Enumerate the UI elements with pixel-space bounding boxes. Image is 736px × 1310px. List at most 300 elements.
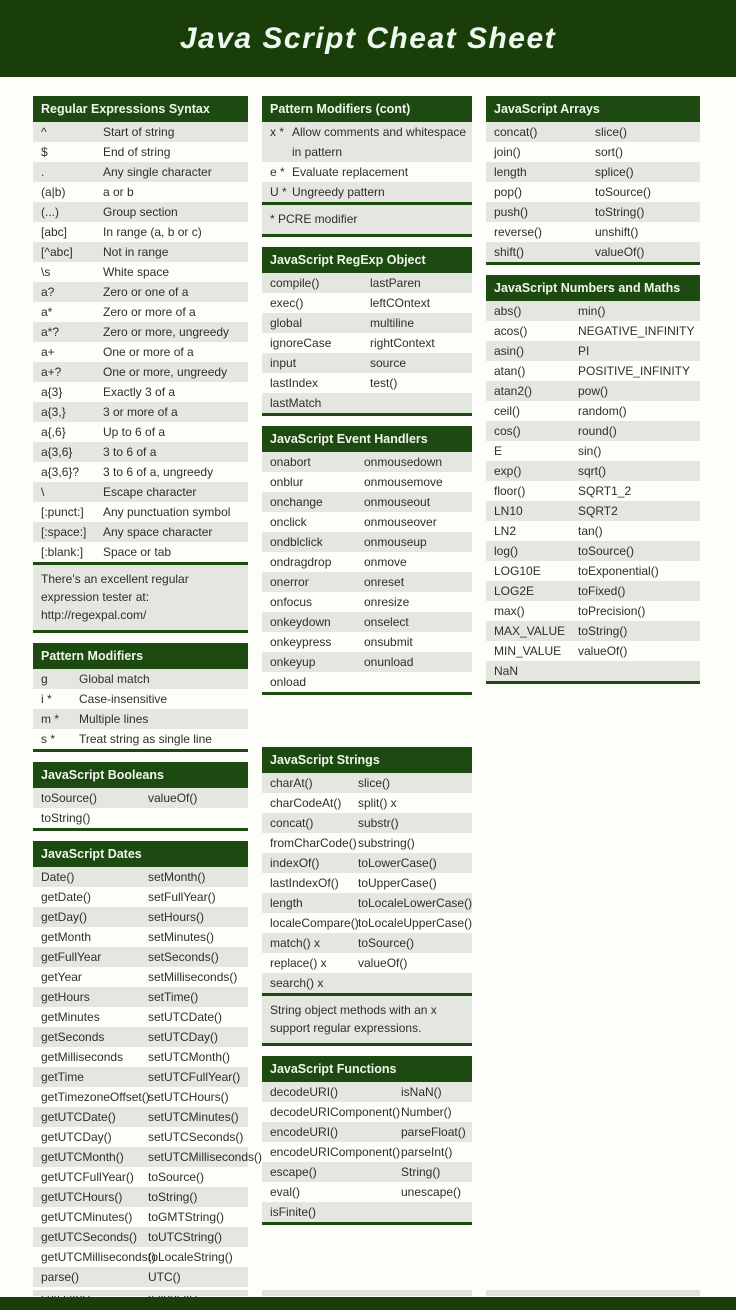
table-row — [262, 1202, 472, 1222]
section-numbers-maths — [486, 275, 700, 684]
table-row — [33, 162, 248, 182]
method-cell: SQRT2 — [578, 504, 618, 518]
syntax-description: Case-insensitive — [79, 692, 168, 706]
method-cell: min() — [578, 304, 606, 318]
syntax-description: Any single character — [103, 165, 212, 179]
method-cell: valueOf() — [578, 644, 628, 658]
method-cell: toGMTString() — [148, 1210, 225, 1224]
table-row — [486, 601, 700, 621]
method-cell: setUTCMinutes() — [148, 1110, 239, 1124]
syntax-description: Zero or one of a — [103, 285, 189, 299]
section-header: JavaScript RegExp Object — [262, 247, 472, 273]
method-cell: toString() — [578, 624, 628, 638]
table-row — [486, 341, 700, 361]
table-row — [33, 222, 248, 242]
method-cell: onsubmit — [364, 635, 413, 649]
table-row — [486, 421, 700, 441]
syntax-description: Zero or more of a — [103, 305, 196, 319]
syntax-description: Up to 6 of a — [103, 425, 166, 439]
method-cell: Number() — [401, 1105, 452, 1119]
method-cell: getUTCFullYear() — [41, 1170, 134, 1184]
syntax-key: a*? — [41, 325, 60, 339]
method-cell: onabort — [270, 455, 311, 469]
syntax-description: In range (a, b or c) — [103, 225, 202, 239]
table-row — [33, 182, 248, 202]
method-cell: length — [270, 896, 303, 910]
method-cell: eval() — [270, 1185, 301, 1199]
method-cell: length — [494, 165, 527, 179]
method-cell: push() — [494, 205, 529, 219]
method-cell: onresize — [364, 595, 410, 609]
method-cell: lastParen — [370, 276, 421, 290]
method-cell: ignoreCase — [270, 336, 332, 350]
table-row — [262, 672, 472, 692]
method-cell: compile() — [270, 276, 320, 290]
table-row — [486, 182, 700, 202]
cutoff-section-strip — [262, 1290, 472, 1296]
method-cell: getSeconds — [41, 1030, 105, 1044]
method-cell: LN2 — [494, 524, 517, 538]
method-cell: asin() — [494, 344, 525, 358]
method-cell: onerror — [270, 575, 309, 589]
table-row — [33, 1027, 248, 1047]
page-footer-bar — [0, 1297, 736, 1310]
method-cell: slice() — [358, 776, 390, 790]
method-cell: setUTCFullYear() — [148, 1070, 241, 1084]
method-cell: toSource() — [578, 544, 635, 558]
syntax-description: Start of string — [103, 125, 175, 139]
table-row — [33, 422, 248, 442]
table-row — [262, 512, 472, 532]
table-row — [262, 162, 472, 182]
method-cell: indexOf() — [270, 856, 320, 870]
method-cell: isFinite() — [270, 1205, 317, 1219]
table-row — [486, 401, 700, 421]
section-header: JavaScript Numbers and Maths — [486, 275, 700, 301]
method-cell: atan2() — [494, 384, 533, 398]
column-left — [33, 96, 263, 1310]
method-cell: valueOf() — [148, 791, 198, 805]
method-cell: getUTCSeconds() — [41, 1230, 138, 1244]
table-row — [33, 808, 248, 828]
method-cell: getUTCDate() — [41, 1110, 116, 1124]
method-cell: input — [270, 356, 297, 370]
method-cell: getTimezoneOffset() — [41, 1090, 150, 1104]
method-cell: ondragdrop — [270, 555, 332, 569]
method-cell: toLocaleLowerCase() — [358, 896, 473, 910]
method-cell: toSource() — [595, 185, 652, 199]
syntax-key: U * — [270, 185, 287, 199]
table-row — [262, 1102, 472, 1122]
syntax-description: 3 or more of a — [103, 405, 178, 419]
syntax-description: a or b — [103, 185, 134, 199]
method-cell: concat() — [270, 816, 314, 830]
method-cell: setMonth() — [148, 870, 206, 884]
table-row — [486, 301, 700, 321]
method-cell: abs() — [494, 304, 522, 318]
syntax-key: [:blank:] — [41, 545, 84, 559]
syntax-key: ^ — [41, 125, 47, 139]
syntax-description: Allow comments and whitespace in pattern — [292, 125, 467, 159]
method-cell: PI — [578, 344, 590, 358]
section-functions — [262, 1056, 472, 1225]
syntax-key: \ — [41, 485, 45, 499]
table-row — [262, 1122, 472, 1142]
cutoff-section-strip — [486, 1290, 700, 1296]
method-cell: splice() — [595, 165, 634, 179]
table-row — [486, 381, 700, 401]
section-header: Regular Expressions Syntax — [33, 96, 248, 122]
method-cell: setTime() — [148, 990, 199, 1004]
method-cell: pop() — [494, 185, 523, 199]
section-note: * PCRE modifier — [262, 202, 472, 234]
method-cell: onunload — [364, 655, 414, 669]
table-row — [33, 1147, 263, 1167]
method-cell: global — [270, 316, 303, 330]
table-row — [262, 313, 472, 333]
section-note: String object methods with an x support regular expressions. — [262, 993, 472, 1043]
table-row — [262, 773, 472, 793]
table-row — [33, 967, 248, 987]
table-row — [486, 441, 700, 461]
method-cell: setUTCSeconds() — [148, 1130, 244, 1144]
method-cell: String() — [401, 1165, 441, 1179]
syntax-description: Space or tab — [103, 545, 172, 559]
syntax-key: . — [41, 165, 45, 179]
table-row — [262, 1162, 472, 1182]
table-row — [33, 302, 248, 322]
method-cell: split() x — [358, 796, 397, 810]
table-row — [262, 632, 472, 652]
table-row — [262, 1142, 472, 1162]
table-row — [33, 1207, 248, 1227]
method-cell: getDay() — [41, 910, 88, 924]
method-cell: getYear — [41, 970, 82, 984]
table-row — [33, 1187, 248, 1207]
table-row — [33, 542, 248, 562]
table-row — [262, 893, 472, 913]
table-row — [33, 362, 248, 382]
syntax-description: Global match — [79, 672, 150, 686]
table-row — [486, 661, 700, 681]
table-row — [33, 709, 248, 729]
method-cell: acos() — [494, 324, 528, 338]
table-row — [262, 592, 472, 612]
method-cell: search() x — [270, 976, 324, 990]
method-cell: toUpperCase() — [358, 876, 437, 890]
method-cell: log() — [494, 544, 519, 558]
table-row — [33, 1267, 248, 1287]
method-cell: toPrecision() — [578, 604, 646, 618]
table-row — [486, 461, 700, 481]
syntax-key: i * — [41, 692, 52, 706]
method-cell: NaN — [494, 664, 519, 678]
syntax-key: a{,6} — [41, 425, 66, 439]
method-cell: parseInt() — [401, 1145, 453, 1159]
method-cell: getHours — [41, 990, 90, 1004]
syntax-description: 3 to 6 of a, ungreedy — [103, 465, 214, 479]
section-header: JavaScript Booleans — [33, 762, 248, 788]
method-cell: onblur — [270, 475, 304, 489]
table-row — [33, 322, 248, 342]
column-right — [486, 96, 700, 684]
method-cell: onkeyup — [270, 655, 316, 669]
method-cell: getFullYear — [41, 950, 102, 964]
section-dates — [33, 841, 263, 1310]
method-cell: getMinutes — [41, 1010, 100, 1024]
syntax-description: End of string — [103, 145, 171, 159]
method-cell: isNaN() — [401, 1085, 442, 1099]
method-cell: sort() — [595, 145, 623, 159]
section-header: JavaScript Functions — [262, 1056, 472, 1082]
table-row — [33, 1167, 248, 1187]
syntax-key: a{3,} — [41, 405, 66, 419]
method-cell: setSeconds() — [148, 950, 219, 964]
syntax-description: White space — [103, 265, 170, 279]
table-row — [33, 947, 248, 967]
syntax-description: Any punctuation symbol — [103, 505, 231, 519]
syntax-key: a* — [41, 305, 53, 319]
method-cell: charCodeAt() — [270, 796, 342, 810]
table-row — [486, 621, 700, 641]
table-row — [486, 521, 700, 541]
table-row — [33, 987, 248, 1007]
method-cell: toString() — [148, 1190, 198, 1204]
method-cell: decodeURIComponent() — [270, 1105, 401, 1119]
method-cell: leftCOntext — [370, 296, 431, 310]
method-cell: onmouseover — [364, 515, 437, 529]
method-cell: setMilliseconds() — [148, 970, 238, 984]
method-cell: substr() — [358, 816, 399, 830]
table-row — [486, 361, 700, 381]
method-cell: unescape() — [401, 1185, 462, 1199]
table-row — [262, 873, 472, 893]
syntax-description: Any space character — [103, 525, 213, 539]
section-header: JavaScript Event Handlers — [262, 426, 472, 452]
method-cell: getUTCMinutes() — [41, 1210, 133, 1224]
section-strings — [262, 747, 472, 1046]
syntax-key: (...) — [41, 205, 59, 219]
method-cell: sqrt() — [578, 464, 606, 478]
method-cell: onfocus — [270, 595, 313, 609]
method-cell: parseFloat() — [401, 1125, 466, 1139]
method-cell: parse() — [41, 1270, 80, 1284]
table-row — [33, 402, 248, 422]
table-row — [262, 353, 472, 373]
table-row — [486, 501, 700, 521]
syntax-description: Not in range — [103, 245, 169, 259]
syntax-key: a{3} — [41, 385, 63, 399]
table-row — [33, 342, 248, 362]
table-row — [486, 202, 700, 222]
table-row — [262, 273, 472, 293]
method-cell: match() x — [270, 936, 321, 950]
syntax-key: [:space:] — [41, 525, 87, 539]
table-row — [33, 1047, 248, 1067]
table-row — [486, 222, 700, 242]
syntax-key: [abc] — [41, 225, 68, 239]
table-row — [262, 492, 472, 512]
method-cell: getDate() — [41, 890, 92, 904]
method-cell: replace() x — [270, 956, 327, 970]
method-cell: substring() — [358, 836, 415, 850]
syntax-key: [:punct:] — [41, 505, 84, 519]
table-row — [262, 793, 472, 813]
table-row — [486, 581, 700, 601]
section-regex-syntax — [33, 96, 248, 633]
syntax-key: e * — [270, 165, 285, 179]
table-row — [33, 1087, 248, 1107]
method-cell: lastIndexOf() — [270, 876, 339, 890]
table-row — [262, 373, 472, 393]
table-row — [486, 162, 700, 182]
method-cell: setUTCDay() — [148, 1030, 219, 1044]
table-row — [33, 1127, 248, 1147]
method-cell: onmouseout — [364, 495, 431, 509]
syntax-description: Group section — [103, 205, 178, 219]
method-cell: onmouseup — [364, 535, 427, 549]
method-cell: encodeURIComponent() — [270, 1145, 401, 1159]
table-row — [33, 202, 248, 222]
table-row — [486, 541, 700, 561]
method-cell: random() — [578, 404, 627, 418]
table-row — [262, 1082, 472, 1102]
syntax-key: \s — [41, 265, 51, 279]
method-cell: pow() — [578, 384, 609, 398]
method-cell: source — [370, 356, 407, 370]
section-arrays — [486, 96, 700, 265]
syntax-key: a+ — [41, 345, 55, 359]
section-header: JavaScript Dates — [33, 841, 248, 867]
method-cell: charAt() — [270, 776, 313, 790]
table-row — [33, 142, 248, 162]
method-cell: onclick — [270, 515, 307, 529]
table-row — [33, 122, 248, 142]
method-cell: atan() — [494, 364, 526, 378]
method-cell: tan() — [578, 524, 603, 538]
method-cell: toExponential() — [578, 564, 659, 578]
syntax-description: One or more, ungreedy — [103, 365, 228, 379]
table-row — [262, 973, 472, 993]
table-row — [486, 321, 700, 341]
method-cell: onkeydown — [270, 615, 331, 629]
method-cell: SQRT1_2 — [578, 484, 632, 498]
table-row — [486, 142, 700, 162]
method-cell: onmove — [364, 555, 407, 569]
table-row — [486, 561, 700, 581]
syntax-key: a{3,6} — [41, 445, 73, 459]
method-cell: toString() — [595, 205, 645, 219]
method-cell: exp() — [494, 464, 522, 478]
method-cell: onmousemove — [364, 475, 443, 489]
table-row — [33, 689, 248, 709]
syntax-key: [^abc] — [41, 245, 73, 259]
section-pattern-modifiers-cont — [262, 96, 472, 237]
method-cell: lastIndex — [270, 376, 319, 390]
method-cell: slice() — [595, 125, 627, 139]
table-row — [262, 933, 472, 953]
table-row — [262, 612, 472, 632]
method-cell: E — [494, 444, 503, 458]
table-row — [262, 1182, 472, 1202]
method-cell: onload — [270, 675, 307, 689]
table-row — [33, 262, 248, 282]
method-cell: round() — [578, 424, 617, 438]
cheatsheet-content — [0, 77, 736, 1310]
method-cell: LN10 — [494, 504, 523, 518]
method-cell: getMilliseconds — [41, 1050, 124, 1064]
table-row — [33, 927, 248, 947]
method-cell: MIN_VALUE — [494, 644, 562, 658]
method-cell: toSource() — [148, 1170, 205, 1184]
method-cell: toLowerCase() — [358, 856, 437, 870]
method-cell: toSource() — [358, 936, 415, 950]
table-row — [33, 1107, 248, 1127]
table-row — [486, 242, 700, 262]
method-cell: lastMatch — [270, 396, 322, 410]
method-cell: valueOf() — [595, 245, 645, 259]
table-row — [33, 907, 248, 927]
syntax-key: g — [41, 672, 48, 686]
syntax-description: Zero or more, ungreedy — [103, 325, 230, 339]
table-row — [262, 953, 472, 973]
section-event-handlers — [262, 426, 472, 695]
section-header: JavaScript Arrays — [486, 96, 700, 122]
method-cell: sin() — [578, 444, 602, 458]
table-row — [262, 652, 472, 672]
method-cell: setMinutes() — [148, 930, 215, 944]
syntax-description: 3 to 6 of a — [103, 445, 157, 459]
method-cell: exec() — [270, 296, 304, 310]
method-cell: onreset — [364, 575, 405, 589]
syntax-description: One or more of a — [103, 345, 194, 359]
table-row — [262, 572, 472, 592]
method-cell: unshift() — [595, 225, 639, 239]
method-cell: toUTCString() — [148, 1230, 223, 1244]
method-cell: setUTCHours() — [148, 1090, 229, 1104]
method-cell: toLocaleString() — [148, 1250, 233, 1264]
method-cell: setUTCMilliseconds() — [148, 1150, 263, 1164]
table-row — [262, 552, 472, 572]
table-row — [262, 853, 472, 873]
method-cell: valueOf() — [358, 956, 408, 970]
method-cell: floor() — [494, 484, 526, 498]
method-cell: ceil() — [494, 404, 520, 418]
syntax-description: Escape character — [103, 485, 197, 499]
method-cell: encodeURI() — [270, 1125, 339, 1139]
method-cell: LOG10E — [494, 564, 541, 578]
method-cell: decodeURI() — [270, 1085, 339, 1099]
table-row — [33, 242, 248, 262]
table-row — [262, 833, 472, 853]
method-cell: UTC() — [148, 1270, 181, 1284]
method-cell: POSITIVE_INFINITY — [578, 364, 691, 378]
method-cell: MAX_VALUE — [494, 624, 566, 638]
section-note: There's an excellent regular expression tester at: http://regexpal.com/ — [33, 562, 248, 630]
page-title: Java Script Cheat Sheet — [179, 21, 557, 55]
table-row — [486, 122, 700, 142]
section-pattern-modifiers — [33, 643, 248, 752]
table-row — [262, 532, 472, 552]
method-cell: test() — [370, 376, 398, 390]
syntax-description: Evaluate replacement — [292, 165, 409, 179]
method-cell: getUTCMonth() — [41, 1150, 124, 1164]
method-cell: onchange — [270, 495, 323, 509]
table-row — [33, 1067, 248, 1087]
method-cell: ondblclick — [270, 535, 323, 549]
method-cell: setUTCMonth() — [148, 1050, 231, 1064]
table-row — [33, 482, 248, 502]
